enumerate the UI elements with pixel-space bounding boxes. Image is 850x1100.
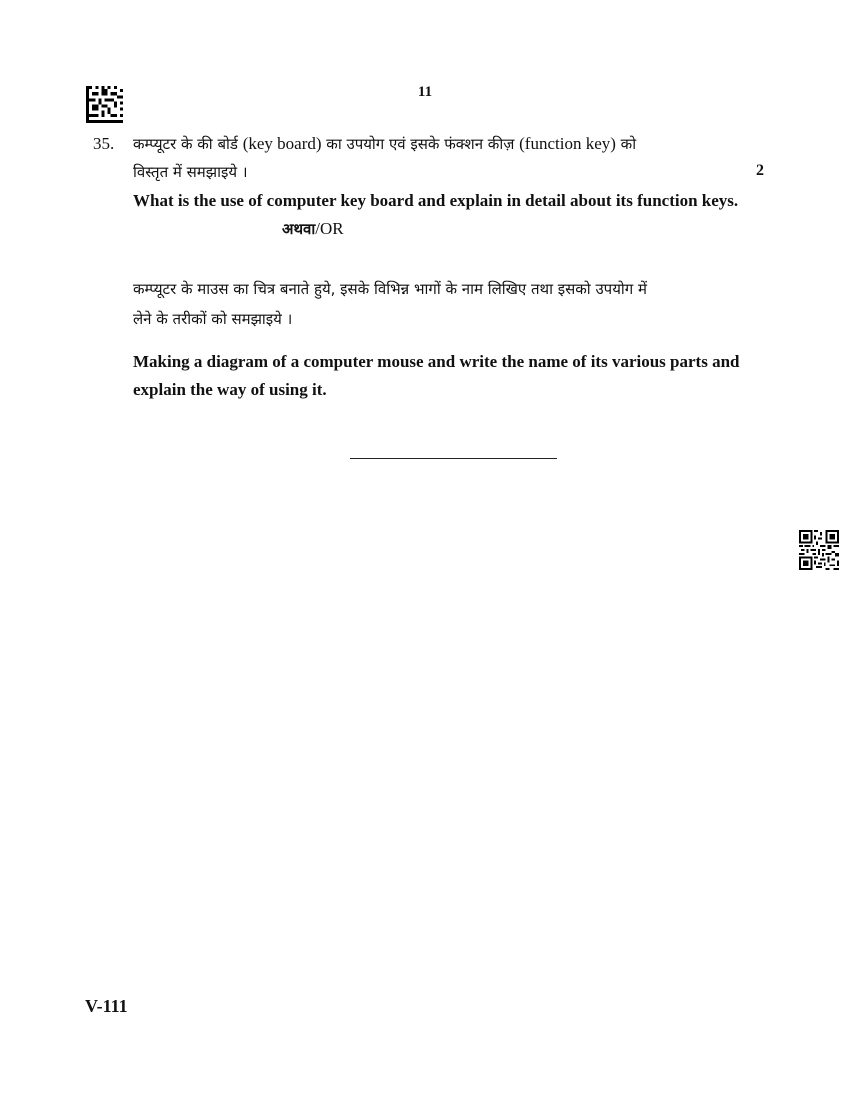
hindi-text-segment: का उपयोग एवं इसके फंक्शन कीज़ [321,135,520,153]
question-hindi-line-2 [133,162,248,182]
question-number: 35. [93,134,115,153]
or-separator [282,219,344,239]
end-divider [350,458,557,459]
hindi-text-segment: कम्प्यूटर के माउस का चित्र बनाते हुये, इसके विभिन्न भागों के नाम लिखिए तथा इसको उपयोग में [133,280,647,298]
qr-code-icon [799,530,839,570]
or-english: /OR [315,219,344,238]
alternative-hindi-line-1 [133,279,647,299]
hindi-text-segment: कम्प्यूटर के की बोर्ड [133,135,243,153]
or-hindi: अथवा [282,220,316,238]
hindi-text-segment: विस्तृत में समझाइये । [133,163,248,181]
paper-code: V-111 [85,996,128,1016]
alternative-hindi-line-2 [133,309,292,329]
hindi-text-segment: को [615,135,637,153]
english-term-key-board: (key board) [242,134,322,153]
question-hindi-line-1 [133,134,636,154]
alternative-english-line-2: explain the way of using it. [133,380,327,399]
question-english: What is the use of computer key board and explain in detail about its function keys. [133,191,739,210]
page-number: 11 [417,84,433,100]
alternative-english-line-1: Making a diagram of a computer mouse and write the name of its various parts and [133,352,740,371]
english-term-function-key: (function key) [519,134,616,153]
question-marks: 2 [756,162,764,179]
hindi-text-segment: लेने के तरीकों को समझाइये । [133,310,293,328]
